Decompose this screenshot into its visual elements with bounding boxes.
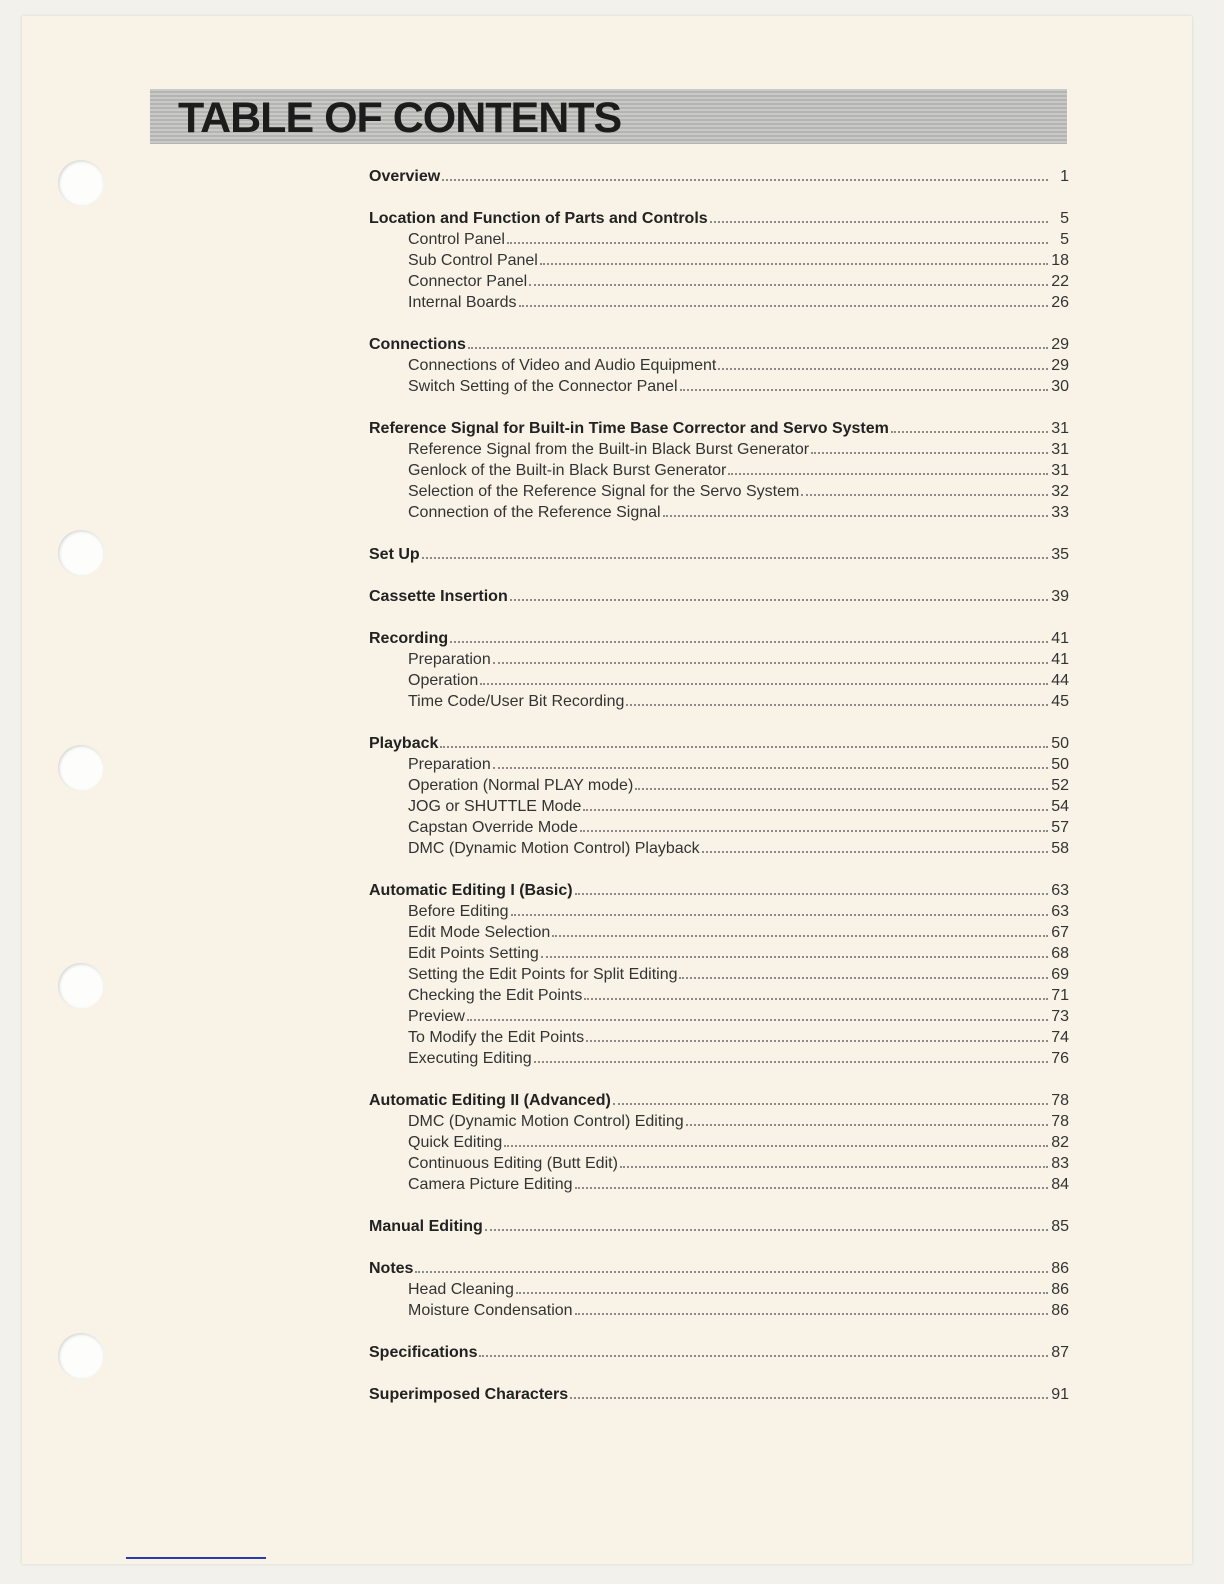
toc-entry-title: Overview — [369, 168, 441, 185]
toc-subsection-entry[interactable] — [369, 1300, 1069, 1321]
toc-page-number: 84 — [1051, 1176, 1069, 1193]
toc-page-number: 32 — [1051, 483, 1069, 500]
toc-subsection-entry[interactable] — [369, 943, 1069, 964]
dot-leader — [575, 1187, 1048, 1189]
toc-section — [369, 166, 1069, 187]
toc-entry-title: Selection of the Reference Signal for the Servo System — [408, 483, 800, 500]
table-of-contents — [369, 166, 1069, 1426]
toc-page-number: 85 — [1051, 1218, 1069, 1235]
dot-leader — [580, 830, 1048, 832]
toc-section — [369, 208, 1069, 313]
toc-entry-title: Control Panel — [408, 231, 505, 248]
toc-page-number: 33 — [1051, 504, 1069, 521]
dot-leader — [415, 1271, 1048, 1273]
toc-page-number: 57 — [1051, 819, 1069, 836]
dot-leader — [442, 179, 1048, 181]
toc-subsection-entry[interactable] — [369, 1132, 1069, 1153]
toc-entry-title: DMC (Dynamic Motion Control) Editing — [408, 1113, 684, 1130]
toc-subsection-entry[interactable] — [369, 271, 1069, 292]
toc-entry-title: JOG or SHUTTLE Mode — [408, 798, 582, 815]
dot-leader — [575, 893, 1048, 895]
toc-subsection-entry[interactable] — [369, 775, 1069, 796]
toc-subsection-entry[interactable] — [369, 901, 1069, 922]
toc-page-number: 82 — [1051, 1134, 1069, 1151]
toc-entry-title: Reference Signal from the Built-in Black Burst Generator — [408, 441, 810, 458]
dot-leader — [534, 1061, 1048, 1063]
dot-leader — [479, 1355, 1048, 1357]
toc-entry-title: Internal Boards — [408, 294, 517, 311]
dot-leader — [450, 641, 1048, 643]
toc-subsection-entry[interactable] — [369, 922, 1069, 943]
toc-entry-title: Operation (Normal PLAY mode) — [408, 777, 634, 794]
toc-subsection-entry[interactable] — [369, 439, 1069, 460]
toc-entry-title: Preparation — [408, 756, 491, 773]
toc-page-number: 50 — [1051, 756, 1069, 773]
toc-entry-title: Reference Signal for Built-in Time Base Corrector and Servo System — [369, 420, 889, 437]
toc-page-number: 86 — [1051, 1281, 1069, 1298]
toc-section-entry[interactable] — [369, 1090, 1069, 1111]
toc-entry-title: Operation — [408, 672, 479, 689]
toc-entry-title: Connections of Video and Audio Equipment — [408, 357, 717, 374]
toc-subsection-entry[interactable] — [369, 1006, 1069, 1027]
toc-section-entry[interactable] — [369, 334, 1069, 355]
toc-entry-title: Set Up — [369, 546, 420, 563]
scan-edge-line — [126, 1557, 266, 1559]
toc-subsection-entry[interactable] — [369, 691, 1069, 712]
toc-subsection-entry[interactable] — [369, 250, 1069, 271]
toc-page-number: 41 — [1051, 630, 1069, 647]
toc-page-number: 74 — [1051, 1029, 1069, 1046]
toc-subsection-entry[interactable] — [369, 229, 1069, 250]
dot-leader — [493, 767, 1048, 769]
toc-page-number: 68 — [1051, 945, 1069, 962]
toc-subsection-entry[interactable] — [369, 649, 1069, 670]
toc-subsection-entry[interactable] — [369, 817, 1069, 838]
dot-leader — [702, 851, 1048, 853]
toc-entry-title: Connection of the Reference Signal — [408, 504, 661, 521]
toc-page-number: 78 — [1051, 1113, 1069, 1130]
toc-entry-title: Genlock of the Built-in Black Burst Generator — [408, 462, 727, 479]
toc-entry-title: Continuous Editing (Butt Edit) — [408, 1155, 618, 1172]
toc-page-number: 18 — [1051, 252, 1069, 269]
dot-leader — [635, 788, 1048, 790]
toc-section-entry[interactable] — [369, 544, 1069, 565]
toc-page-number: 30 — [1051, 378, 1069, 395]
dot-leader — [718, 368, 1048, 370]
toc-page-number: 58 — [1051, 840, 1069, 857]
dot-leader — [485, 1229, 1048, 1231]
toc-entry-title: Quick Editing — [408, 1134, 503, 1151]
toc-section-entry[interactable] — [369, 418, 1069, 439]
dot-leader — [422, 557, 1048, 559]
toc-section-entry[interactable] — [369, 1342, 1069, 1363]
toc-subsection-entry[interactable] — [369, 754, 1069, 775]
toc-entry-title: Connections — [369, 336, 466, 353]
toc-entry-title: Preparation — [408, 651, 491, 668]
toc-section-entry[interactable] — [369, 166, 1069, 187]
dot-leader — [511, 914, 1048, 916]
toc-page-number: 63 — [1051, 903, 1069, 920]
toc-page-number: 86 — [1051, 1302, 1069, 1319]
dot-leader — [516, 1292, 1048, 1294]
dot-leader — [584, 998, 1048, 1000]
toc-page-number: 44 — [1051, 672, 1069, 689]
toc-page-number: 87 — [1051, 1344, 1069, 1361]
toc-subsection-entry[interactable] — [369, 1279, 1069, 1300]
toc-section — [369, 880, 1069, 1069]
toc-entry-title: DMC (Dynamic Motion Control) Playback — [408, 840, 700, 857]
toc-subsection-entry[interactable] — [369, 964, 1069, 985]
toc-subsection-entry[interactable] — [369, 481, 1069, 502]
toc-section — [369, 418, 1069, 523]
dot-leader — [620, 1166, 1048, 1168]
dot-leader — [510, 599, 1048, 601]
toc-entry-title: Cassette Insertion — [369, 588, 508, 605]
dot-leader — [529, 284, 1048, 286]
toc-page-number: 26 — [1051, 294, 1069, 311]
dot-leader — [519, 305, 1048, 307]
toc-section — [369, 334, 1069, 397]
toc-entry-title: Before Editing — [408, 903, 509, 920]
toc-section-entry[interactable] — [369, 1216, 1069, 1237]
toc-section-entry[interactable] — [369, 208, 1069, 229]
dot-leader — [710, 221, 1048, 223]
dot-leader — [467, 1019, 1048, 1021]
toc-entry-title: Camera Picture Editing — [408, 1176, 573, 1193]
toc-subsection-entry[interactable] — [369, 376, 1069, 397]
toc-entry-title: Playback — [369, 735, 439, 752]
toc-page-number: 50 — [1051, 735, 1069, 752]
toc-subsection-entry[interactable] — [369, 1048, 1069, 1069]
toc-page-number: 54 — [1051, 798, 1069, 815]
toc-subsection-entry[interactable] — [369, 460, 1069, 481]
dot-leader — [586, 1040, 1048, 1042]
toc-entry-title: Capstan Override Mode — [408, 819, 578, 836]
toc-entry-title: Specifications — [369, 1344, 478, 1361]
toc-entry-title: Head Cleaning — [408, 1281, 514, 1298]
dot-leader — [493, 662, 1048, 664]
toc-page-number: 86 — [1051, 1260, 1069, 1277]
toc-entry-title: Switch Setting of the Connector Panel — [408, 378, 678, 395]
toc-section-entry[interactable] — [369, 733, 1069, 754]
toc-entry-title: Automatic Editing I (Basic) — [369, 882, 573, 899]
toc-page-number: 91 — [1051, 1386, 1069, 1403]
toc-page-number: 35 — [1051, 546, 1069, 563]
toc-page-number: 67 — [1051, 924, 1069, 941]
toc-page-number: 31 — [1051, 441, 1069, 458]
toc-page-number: 73 — [1051, 1008, 1069, 1025]
toc-entry-title: Connector Panel — [408, 273, 528, 290]
toc-page-number: 63 — [1051, 882, 1069, 899]
dot-leader — [811, 452, 1048, 454]
toc-section — [369, 586, 1069, 607]
toc-entry-title: Executing Editing — [408, 1050, 532, 1067]
toc-entry-title: Manual Editing — [369, 1218, 483, 1235]
binder-hole — [58, 963, 104, 1009]
toc-subsection-entry[interactable] — [369, 355, 1069, 376]
toc-entry-title: Automatic Editing II (Advanced) — [369, 1092, 611, 1109]
toc-subsection-entry[interactable] — [369, 670, 1069, 691]
toc-section — [369, 1258, 1069, 1321]
toc-entry-title: Setting the Edit Points for Split Editing — [408, 966, 678, 983]
dot-leader — [575, 1313, 1048, 1315]
dot-leader — [541, 956, 1048, 958]
toc-section — [369, 628, 1069, 712]
toc-page-number: 5 — [1060, 210, 1069, 227]
toc-section-entry[interactable] — [369, 628, 1069, 649]
dot-leader — [663, 515, 1048, 517]
toc-page-number: 52 — [1051, 777, 1069, 794]
dot-leader — [504, 1145, 1048, 1147]
dot-leader — [570, 1397, 1048, 1399]
toc-section — [369, 544, 1069, 565]
toc-entry-title: Preview — [408, 1008, 465, 1025]
toc-section-entry[interactable] — [369, 1384, 1069, 1405]
toc-subsection-entry[interactable] — [369, 796, 1069, 817]
toc-page-number: 5 — [1060, 231, 1069, 248]
toc-entry-title: Edit Points Setting — [408, 945, 539, 962]
toc-page-number: 22 — [1051, 273, 1069, 290]
toc-entry-title: Sub Control Panel — [408, 252, 538, 269]
toc-section — [369, 1216, 1069, 1237]
toc-subsection-entry[interactable] — [369, 502, 1069, 523]
toc-section-entry[interactable] — [369, 1258, 1069, 1279]
toc-page-number: 41 — [1051, 651, 1069, 668]
toc-section — [369, 733, 1069, 859]
dot-leader — [626, 704, 1048, 706]
binder-hole — [58, 1333, 104, 1379]
dot-leader — [507, 242, 1048, 244]
toc-subsection-entry[interactable] — [369, 985, 1069, 1006]
toc-subsection-entry[interactable] — [369, 838, 1069, 859]
toc-entry-title: Location and Function of Parts and Controls — [369, 210, 708, 227]
dot-leader — [801, 494, 1048, 496]
toc-subsection-entry[interactable] — [369, 292, 1069, 313]
toc-page-number: 31 — [1051, 420, 1069, 437]
dot-leader — [468, 347, 1048, 349]
toc-section — [369, 1384, 1069, 1405]
dot-leader — [728, 473, 1048, 475]
toc-section-entry[interactable] — [369, 586, 1069, 607]
dot-leader — [613, 1103, 1048, 1105]
toc-page-number: 31 — [1051, 462, 1069, 479]
dot-leader — [440, 746, 1048, 748]
toc-entry-title: Recording — [369, 630, 449, 647]
toc-entry-title: Superimposed Characters — [369, 1386, 569, 1403]
toc-entry-title: Checking the Edit Points — [408, 987, 583, 1004]
toc-section — [369, 1342, 1069, 1363]
toc-page-number: 1 — [1060, 168, 1069, 185]
page-title: TABLE OF CONTENTS — [178, 94, 622, 142]
dot-leader — [686, 1124, 1048, 1126]
toc-page-number: 76 — [1051, 1050, 1069, 1067]
dot-leader — [680, 389, 1049, 391]
toc-page-number: 83 — [1051, 1155, 1069, 1172]
toc-page-number: 69 — [1051, 966, 1069, 983]
dot-leader — [891, 431, 1048, 433]
toc-section — [369, 1090, 1069, 1195]
dot-leader — [480, 683, 1048, 685]
toc-entry-title: Moisture Condensation — [408, 1302, 573, 1319]
toc-subsection-entry[interactable] — [369, 1111, 1069, 1132]
toc-entry-title: To Modify the Edit Points — [408, 1029, 585, 1046]
binder-hole — [58, 160, 104, 206]
toc-entry-title: Time Code/User Bit Recording — [408, 693, 625, 710]
toc-subsection-entry[interactable] — [369, 1027, 1069, 1048]
toc-page-number: 29 — [1051, 336, 1069, 353]
toc-entry-title: Notes — [369, 1260, 414, 1277]
toc-section-entry[interactable] — [369, 880, 1069, 901]
binder-hole — [58, 530, 104, 576]
dot-leader — [552, 935, 1048, 937]
toc-page-number: 29 — [1051, 357, 1069, 374]
toc-subsection-entry[interactable] — [369, 1153, 1069, 1174]
toc-page-number: 71 — [1051, 987, 1069, 1004]
toc-entry-title: Edit Mode Selection — [408, 924, 551, 941]
toc-page-number: 78 — [1051, 1092, 1069, 1109]
dot-leader — [679, 977, 1048, 979]
toc-page-number: 45 — [1051, 693, 1069, 710]
binder-hole — [58, 745, 104, 791]
toc-page-number: 39 — [1051, 588, 1069, 605]
toc-subsection-entry[interactable] — [369, 1174, 1069, 1195]
dot-leader — [540, 263, 1048, 265]
dot-leader — [583, 809, 1048, 811]
